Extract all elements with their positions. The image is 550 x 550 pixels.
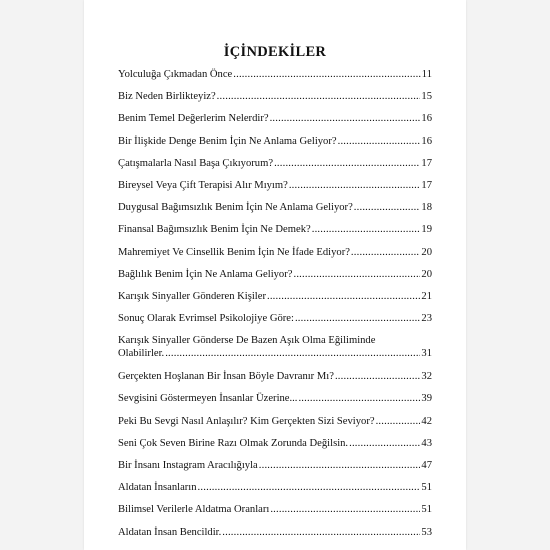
toc-leader-dots xyxy=(267,290,420,303)
toc-entry-label: Gerçekten Hoşlanan Bir İnsan Böyle Davranır Mı? xyxy=(118,371,334,383)
toc-page-number: 15 xyxy=(421,91,432,103)
toc-leader-dots xyxy=(349,437,420,450)
toc-entry xyxy=(118,90,432,103)
toc-entry-label: Bir İlişkide Denge Benim İçin Ne Anlama Geliyor? xyxy=(118,135,337,147)
toc-entry-label: Sonuç Olarak Evrimsel Psikolojiye Göre: xyxy=(118,313,294,325)
toc-entry xyxy=(118,179,432,192)
toc-entry-label: Biz Neden Birlikteyiz? xyxy=(118,91,216,103)
toc-leader-dots xyxy=(335,370,420,383)
toc-entry-label: Karışık Sinyaller Gönderen Kişiler xyxy=(118,290,266,302)
toc-entry xyxy=(118,334,432,360)
toc-leader-dots xyxy=(289,179,421,192)
toc-entry-label: Finansal Bağımsızlık Benim İçin Ne Demek? xyxy=(118,224,311,236)
toc-entry xyxy=(118,370,432,383)
toc-page-number: 16 xyxy=(421,135,432,147)
toc-page-number: 17 xyxy=(421,157,432,169)
toc-leader-dots xyxy=(351,246,420,259)
toc-entry-label: Seni Çok Seven Birine Razı Olmak Zorunda Değilsin. xyxy=(118,437,349,449)
toc-entry-label: Olabilirler. xyxy=(118,348,165,360)
toc-page-number: 19 xyxy=(421,224,432,236)
toc-entry xyxy=(118,246,432,259)
toc-entry xyxy=(118,503,432,516)
toc-entry xyxy=(118,290,432,303)
toc-leader-dots xyxy=(295,312,420,325)
toc-page-number: 11 xyxy=(421,69,432,80)
toc-entry-label: Aldatan İnsan Bencildir. xyxy=(118,526,222,538)
toc-leader-dots xyxy=(376,415,421,428)
toc-entry-label: Bir İnsanı Instagram Aracılığıyla xyxy=(118,460,258,471)
toc-page-number: 51 xyxy=(421,504,432,516)
toc-page-number: 20 xyxy=(421,246,432,258)
toc-entry-label: Mahremiyet Ve Cinsellik Benim İçin Ne İfade Ediyor? xyxy=(118,246,350,258)
toc-leader-dots xyxy=(233,68,421,81)
toc-leader-dots xyxy=(270,112,421,125)
toc-page-number: 23 xyxy=(421,313,432,325)
toc-leader-dots xyxy=(298,392,420,405)
toc-page-number: 51 xyxy=(421,482,432,494)
toc-leader-dots xyxy=(270,503,420,516)
toc-entry-label: Bireysel Veya Çift Terapisi Alır Mıyım? xyxy=(118,179,288,191)
toc-entry xyxy=(118,68,432,81)
toc-leader-dots xyxy=(293,268,420,281)
toc-entry xyxy=(118,157,432,170)
toc-entry xyxy=(118,481,432,494)
toc-leader-dots xyxy=(259,459,421,472)
toc-entry-label: Benim Temel Değerlerim Nelerdir? xyxy=(118,113,269,125)
toc-entry-label-line1: Karışık Sinyaller Gönderse De Bazen Aşık Olma Eğiliminde xyxy=(118,335,376,347)
toc-entry-label: Peki Bu Sevgi Nasıl Anlaşılır? Kim Gerçekten Sizi Seviyor? xyxy=(118,415,375,427)
toc-entry xyxy=(118,135,432,148)
toc-leader-dots xyxy=(312,223,421,236)
toc-page-number: 20 xyxy=(421,268,432,280)
toc-entry xyxy=(118,415,432,428)
toc-entry-label: Yolculuğa Çıkmadan Önce xyxy=(118,69,233,80)
toc-entry-label: Bağlılık Benim İçin Ne Anlama Geliyor? xyxy=(118,268,293,280)
toc-entry-label: Aldatan İnsanların xyxy=(118,482,197,494)
toc-page-number: 53 xyxy=(421,526,432,538)
toc-entry-label: Duygusal Bağımsızlık Benim İçin Ne Anlama Geliyor? xyxy=(118,202,353,214)
toc-leader-dots xyxy=(222,526,420,539)
toc-entry xyxy=(118,526,432,539)
toc-page-number: 43 xyxy=(421,437,432,449)
toc-entry xyxy=(118,312,432,325)
toc-entry-label: Sevgisini Göstermeyen İnsanlar Üzerine... xyxy=(118,393,298,405)
toc-page-number: 39 xyxy=(421,393,432,405)
book-page xyxy=(84,0,466,550)
toc-entry xyxy=(118,201,432,214)
toc-entry xyxy=(118,437,432,450)
toc-leader-dots xyxy=(354,201,421,214)
toc-page-number: 31 xyxy=(421,348,432,360)
toc-page-number: 32 xyxy=(421,371,432,383)
toc-entry xyxy=(118,268,432,281)
toc-page-number: 47 xyxy=(421,460,432,471)
table-of-contents xyxy=(118,68,432,548)
toc-entry xyxy=(118,223,432,236)
toc-page-number: 42 xyxy=(421,415,432,427)
toc-leader-dots xyxy=(217,90,421,103)
toc-leader-dots xyxy=(165,347,420,360)
toc-leader-dots xyxy=(274,157,420,170)
toc-leader-dots xyxy=(198,481,421,494)
toc-entry xyxy=(118,459,432,472)
toc-entry-label: Çatışmalarla Nasıl Başa Çıkıyorum? xyxy=(118,157,274,169)
toc-entry xyxy=(118,112,432,125)
toc-leader-dots xyxy=(338,135,421,148)
toc-page-number: 17 xyxy=(421,179,432,191)
toc-page-number: 16 xyxy=(421,113,432,125)
page-title: İÇİNDEKİLER xyxy=(223,44,327,60)
toc-page-number: 21 xyxy=(421,290,432,302)
toc-page-number: 18 xyxy=(421,202,432,214)
toc-entry-label: Bilimsel Verilerle Aldatma Oranları xyxy=(118,504,270,516)
toc-entry xyxy=(118,392,432,405)
